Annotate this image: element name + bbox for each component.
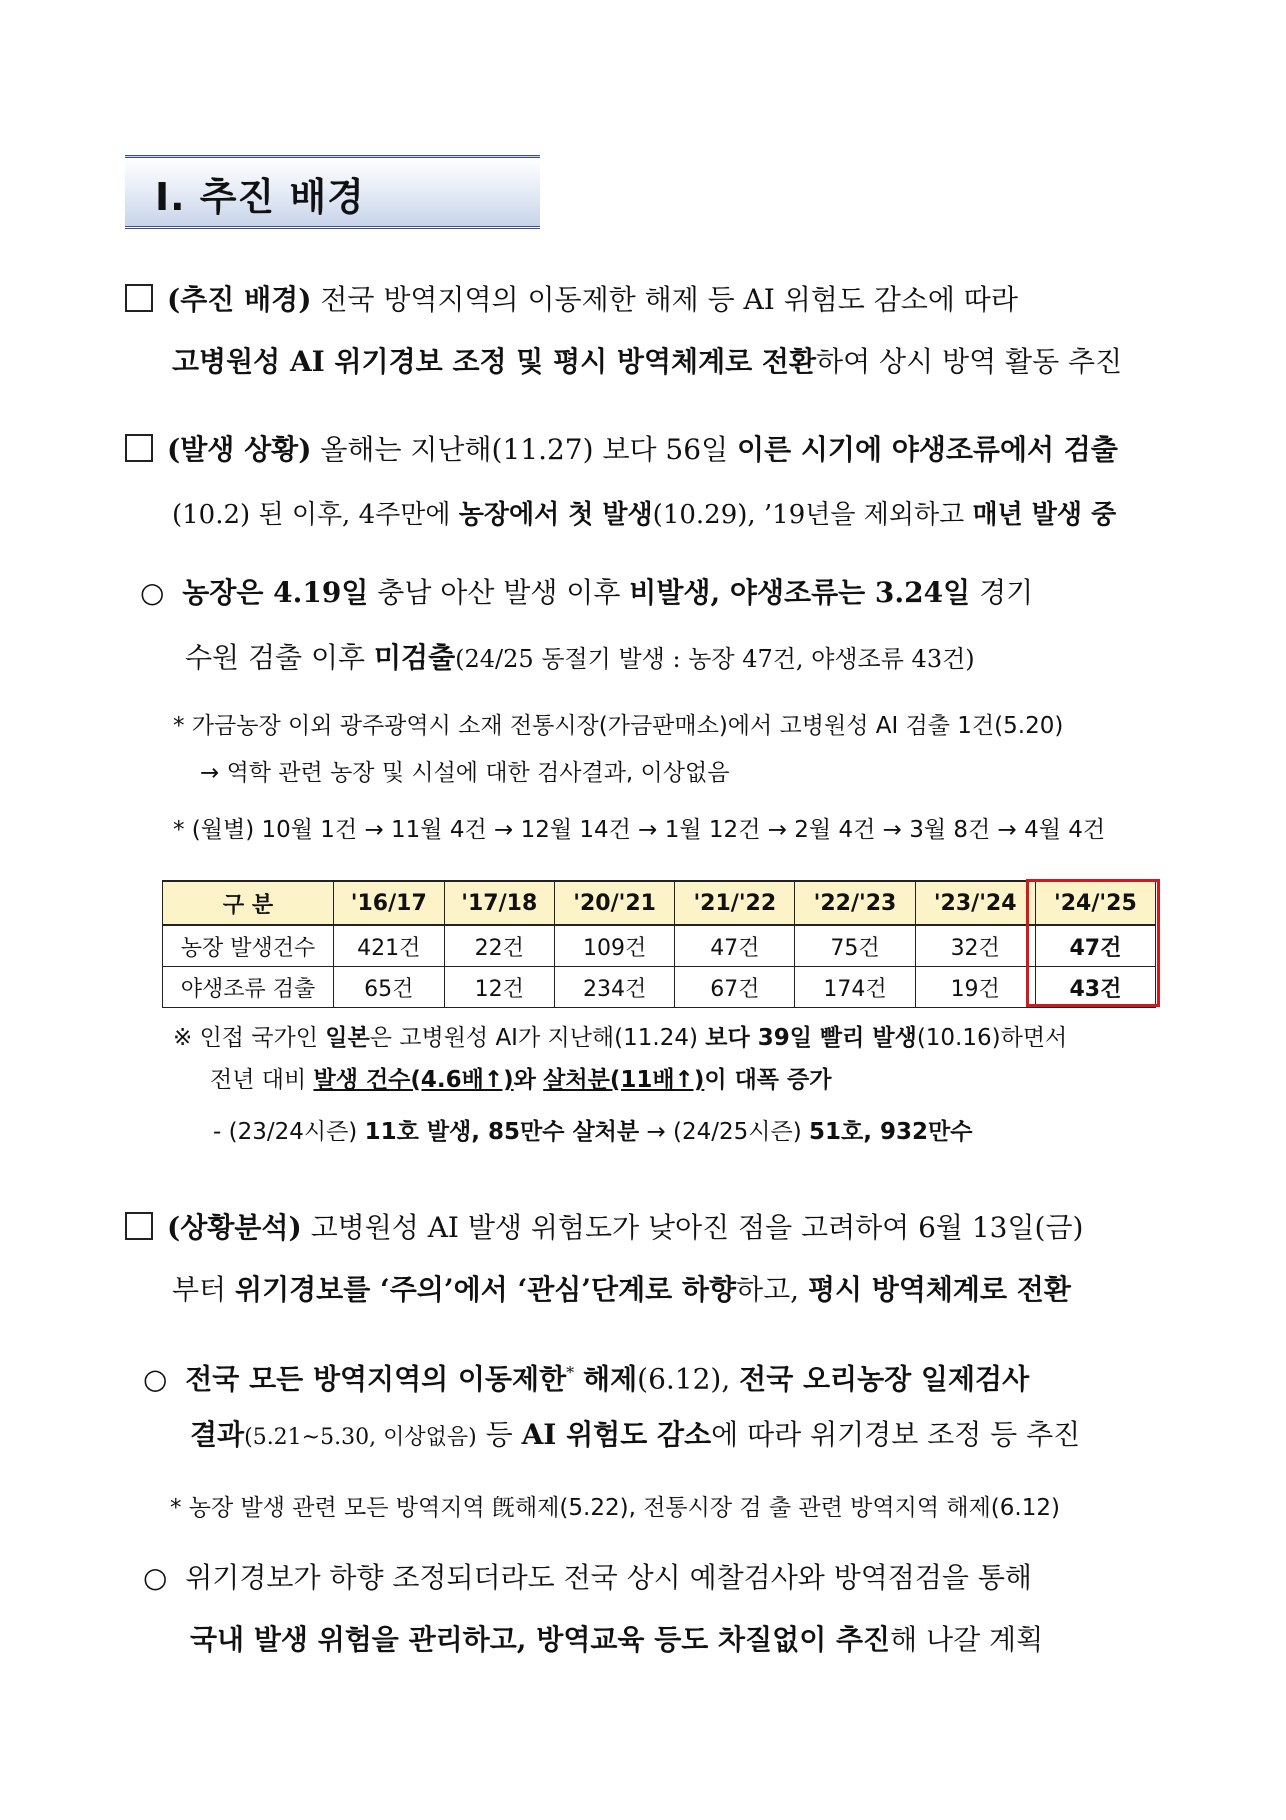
note-line1: ※ 인접 국가인 일본은 고병원성 AI가 지난해(11.24) 보다 39일 빨리 발생(10.16)하면서	[173, 1025, 1068, 1051]
table-cell: 22건	[444, 925, 555, 967]
s3-circle-line3: ○ 위기경보가 하향 조정되더라도 전국 상시 예찰검사와 방역점검을 통해	[143, 1561, 1032, 1594]
table-header-cell: '23/'24	[915, 881, 1035, 925]
table-cell: 19건	[915, 967, 1035, 1008]
s2-line2: (10.2) 된 이후, 4주만에 농장에서 첫 발생(10.29), ’19년을 제외하고 매년 발생 중	[172, 500, 1117, 530]
note-line2: 전년 대비 발생 건수(4.6배↑)와 살처분(11배↑)이 대폭 증가	[210, 1067, 832, 1093]
section-title: Ⅰ. 추진 배경	[155, 175, 365, 219]
checkbox-square-icon	[125, 284, 153, 312]
table-cell: 47건	[675, 925, 795, 967]
table-cell: 65건	[334, 967, 445, 1008]
s3-note1: * 농장 발생 관련 모든 방역지역 旣해제(5.22), 전통시장 검 출 관련 방역지역 해제(6.12)	[170, 1495, 1060, 1521]
table-cell: 67건	[675, 967, 795, 1008]
table-header-cell: '21/'22	[675, 881, 795, 925]
highlight-box	[1026, 879, 1160, 1007]
checkbox-square-icon	[125, 1212, 153, 1240]
s1-line2: 고병원성 AI 위기경보 조정 및 평시 방역체계로 전환하여 상시 방역 활동 추진	[172, 345, 1123, 378]
table-cell: 109건	[555, 925, 675, 967]
s2-circle-line1: ○ 농장은 4.19일 충남 아산 발생 이후 비발생, 야생조류는 3.24일 경기	[140, 576, 1034, 609]
table-cell: 174건	[795, 967, 915, 1008]
s2-note2: → 역학 관련 농장 및 시설에 대한 검사결과, 이상없음	[200, 760, 730, 786]
table-cell: 야생조류 검출	[163, 967, 334, 1008]
note-line3: - (23/24시즌) 11호 발생, 85만수 살처분 → (24/25시즌) 51호, 932만수	[213, 1119, 973, 1145]
circle-bullet-icon: ○	[143, 1362, 168, 1396]
table-row	[163, 925, 1156, 967]
section-title-box	[125, 155, 540, 229]
table-header-cell: '20/'21	[555, 881, 675, 925]
table-header-cell: '16/17	[334, 881, 445, 925]
table-header-cell: '24/'25	[1035, 881, 1155, 925]
table-header-cell: 구 분	[163, 881, 334, 925]
table-cell: 234건	[555, 967, 675, 1008]
s2-note3: * (월별) 10월 1건 → 11월 4건 → 12월 14건 → 1월 12건 → 2월 4건 → 3월 8건 → 4월 4건	[173, 817, 1106, 843]
s3-circle-line2: 결과(5.21~5.30, 이상없음) 등 AI 위험도 감소에 따라 위기경보 조정 등 추진	[190, 1418, 1081, 1451]
s1-line1: (추진 배경) 전국 방역지역의 이동제한 해제 등 AI 위험도 감소에 따라	[125, 280, 1018, 320]
table-cell: 32건	[915, 925, 1035, 967]
table-cell: 43건	[1035, 967, 1155, 1008]
s3-circle-line4: 국내 발생 위험을 관리하고, 방역교육 등도 차질없이 추진해 나갈 계획	[190, 1623, 1044, 1656]
table-cell: 12건	[444, 967, 555, 1008]
table-row	[163, 967, 1156, 1008]
s3-line1: (상황분석) 고병원성 AI 발생 위험도가 낮아진 점을 고려하여 6월 13일(금)	[125, 1208, 1083, 1248]
table-cell: 47건	[1035, 925, 1155, 967]
table-cell: 농장 발생건수	[163, 925, 334, 967]
s2-note1: * 가금농장 이외 광주광역시 소재 전통시장(가금판매소)에서 고병원성 AI 검출 1건(5.20)	[173, 713, 1064, 739]
s3-line2: 부터 위기경보를 ‘주의’에서 ‘관심’단계로 하향하고, 평시 방역체계로 전환	[172, 1273, 1071, 1306]
s3-circle-line1: ○ 전국 모든 방역지역의 이동제한* 해제(6.12), 전국 오리농장 일제검사	[143, 1362, 1030, 1396]
table-header-cell: '17/18	[444, 881, 555, 925]
circle-bullet-icon: ○	[143, 1561, 168, 1594]
table-header-row	[163, 881, 1156, 925]
table-cell: 421건	[334, 925, 445, 967]
table-header-cell: '22/'23	[795, 881, 915, 925]
table-cell: 75건	[795, 925, 915, 967]
circle-bullet-icon: ○	[140, 576, 165, 609]
s2-line1: (발생 상황) 올해는 지난해(11.27) 보다 56일 이른 시기에 야생조류에서 검출	[125, 430, 1118, 470]
checkbox-square-icon	[125, 434, 153, 462]
outbreak-table	[162, 880, 1156, 1008]
s2-circle-line2: 수원 검출 이후 미검출(24/25 동절기 발생 : 농장 47건, 야생조류 43건)	[185, 641, 975, 674]
